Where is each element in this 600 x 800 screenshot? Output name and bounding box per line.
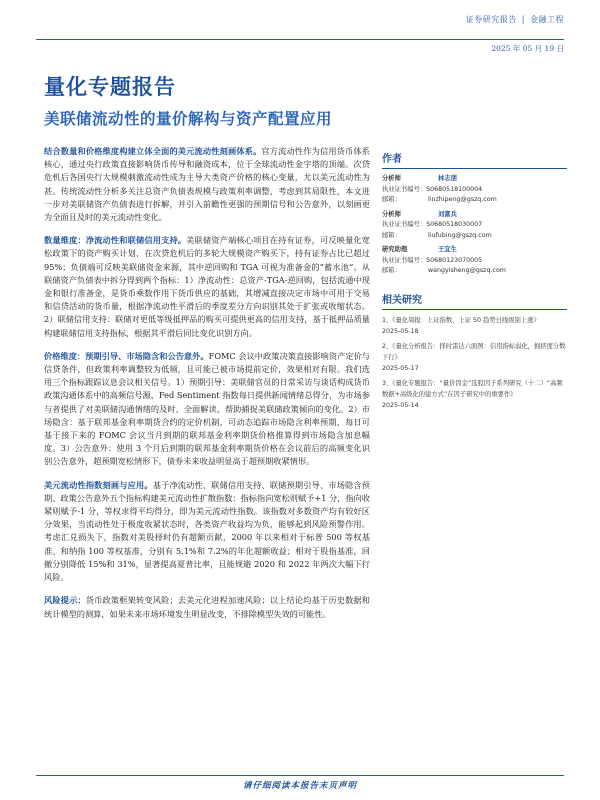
author-name: 王宜生 (438, 246, 457, 253)
summary-paragraph-4 (44, 479, 370, 585)
email-label: 邮箱： (382, 196, 401, 203)
report-type: 证券研究报告 (465, 15, 517, 24)
summary-paragraph-3 (44, 350, 370, 469)
paragraph-body: 美联储资产端核心项目在持有证券，可反映量化宽松政策下的资产购买计划，在次贷危机后的多轮大规模资产购买下，持有证券占比已超过 95%；负债端可反映美联储资金来源，其中逆回购和 TGA 可视为准备金的“蓄水池”。从联储资产负债表中拆分得到两个指标：1）净流动性：总资产-TGA-逆回购，包括流通中现金和银行准备金，是货币乘数作用下货币供应的基础，其增减直接决定市场中可用于交易和信贷活动的货币量，根据净流动性平滑后的季度差分方向识别其处于扩张或收缩状态。2）联储信用支持：联储对更低等级抵押品的购买可提供更高的信用支持，基于抵押品质量构建联储信用支持指标，根据其平滑后同比变化识别方向。 (44, 235, 370, 338)
author-email[interactable]: linzhipeng@gszq.com (428, 196, 497, 203)
paragraph-body: 货币政策框架转变风险；去美元化进程加速风险；以上结论均基于历史数据和统计模型的测算，如果未来市场环境发生明显改变，不排除模型失效的可能性。 (44, 595, 370, 619)
author-name: 林志朋 (438, 175, 457, 182)
email-label: 邮箱： (382, 231, 401, 239)
related-item[interactable] (382, 341, 567, 374)
author-email[interactable]: wangyisheng@gszq.com (428, 267, 506, 274)
author-entry (382, 174, 567, 206)
related-item-date: 2025-05-18 (382, 327, 419, 335)
email-label: 邮箱： (382, 267, 401, 274)
cert-label: 执业证书编号： (382, 185, 427, 193)
related-item[interactable] (382, 378, 567, 411)
related-item-date: 2025-05-14 (382, 401, 419, 409)
related-heading: 相关研究 (382, 291, 567, 310)
author-name: 刘富兵 (438, 210, 457, 218)
summary-column (44, 145, 370, 631)
paragraph-body: 基于净流动性、联储信用支持、联储预期引导、市场隐含预期、政策公告意外五个指标构建美元流动性扩散指数：指标指向宽松则赋予+1 分，指向收紧则赋予-1 分，等权求得平均得分，即为美元流动性指数。该指数对多数资产均有较好区分效果，当流动性处于极度收紧状态时，各类资产收益均为负，能够起到风险预警作用。考虑汇兑损失下，指数对美股择时仍有超额贡献，2000 年以来相对于标普 500 等权基准、和纳指 100 等权基准，分别有 5.1%和 7.2%的年化超额收益；相对于股指基准，回撤分别降低 15%和 31%，显著提高夏普比率，且能规避 2020 和 2022 年两次大幅下行风险。 (44, 479, 370, 583)
paragraph-body: 官方流动性作为信用货币体系核心，通过央行政策直接影响货币传导和融资成本，位于全球流动性金字塔的顶端。次贷危机后各国央行大规模刺激流动性成为主导大类资产价格的核心变量，尤以美元流动性为甚。传统流动性分析多关注总资产负债表规模与政策利率调整，考虑到其局限性，本文进一步对美联储资产负债表进行拆解，并引入前瞻性更强的预期信号和公告意外，以刻画更为全面且及时的美元流动性变化。 (44, 146, 370, 223)
summary-paragraph-1 (44, 145, 370, 224)
cert-number: S0680518100004 (426, 185, 483, 193)
cert-label: 执业证书编号： (382, 221, 427, 228)
author-entry (382, 210, 567, 242)
related-item-date: 2025-05-17 (382, 364, 419, 372)
cert-label: 执业证书编号： (382, 256, 427, 264)
paragraph-lead: 数量维度：净流动性和联储信用支持。 (44, 235, 187, 246)
related-research (382, 291, 567, 411)
paragraph-body: FOMC 会议中政策决策直接影响资产定价与信贷条件，但政策利率调整较为低频，且可能已被市场提前定价，效果相对有限。我们选用三个指标跟踪议息会议相关信号。1）预期引导：美联储官员的日常采访与谈话构成货币政策沟通体系中的高频信号源，Fed Sentiment 指数每日提供新闻情绪总得分，为市场参与者提供了对美联储沟通情绪的及时、全面解读，帮助捕捉美联储政策倾向的变化。2）市场隐含：基于联邦基金利率期货合约的定价机制，可动态追踪市场隐含利率预期，每日可基于接下来的 FOMC 会议当月到期的联邦基金利率期货价格推算得到市场隐含加息幅度。3）公告意外：使用 3 个月后到期的联邦基金利率期货价格在会议前后的高频变化识别公告意外，超预期宽松情形下，债券未来收益明显高于超预期收紧情形。 (44, 350, 370, 467)
header-divider (36, 39, 564, 40)
related-item[interactable] (382, 315, 567, 337)
related-item-title: 2、《量化分析报告：择时雷达六面图：信用指标弱化，拥挤度分数下行》 (382, 342, 566, 361)
report-category: 金融工程 (530, 15, 564, 24)
authors-heading: 作者 (382, 150, 567, 169)
summary-paragraph-2 (44, 234, 370, 340)
author-role: 研究助理 (382, 246, 408, 253)
paragraph-lead: 风险提示： (44, 595, 86, 606)
related-list (382, 315, 567, 411)
author-email[interactable]: liufubing@gszq.com (428, 231, 492, 239)
risk-warning-paragraph (44, 594, 370, 620)
author-role: 分析师 (382, 210, 401, 218)
cert-number: S0680123070005 (426, 256, 483, 264)
paragraph-lead: 价格维度：预期引导、市场隐含和公告意外。 (44, 350, 209, 361)
footer-divider (36, 775, 564, 776)
sidebar (382, 150, 567, 415)
related-item-title: 3、《量化专题报告：“量价因金”选股因子系列研究（十二）“高频数据+高级化的建方式”在因子研究中的重要作》 (382, 379, 563, 398)
header (466, 14, 564, 25)
authors-list (382, 174, 567, 277)
cert-number: S0680518030007 (426, 221, 483, 228)
report-date: 2025 年 05 月 19 日 (491, 44, 564, 53)
page-title: 量化专题报告 (44, 75, 176, 99)
paragraph-lead: 美元流动性指数刻画与应用。 (44, 479, 153, 490)
page-subtitle: 美联储流动性的量价解构与资产配置应用 (44, 110, 333, 128)
author-entry (382, 245, 567, 277)
paragraph-lead: 结合数量和价格维度构建立体全面的美元流动性刻画体系。 (44, 146, 262, 156)
related-item-title: 1、《量化周报：上证指数、上证 50 趋势日线级别上涨》 (382, 316, 540, 324)
author-role: 分析师 (382, 175, 401, 182)
footer-disclaimer: 请仔细阅读本报告末页声明 (242, 781, 357, 791)
header-labels: 证券研究报告 | 金融工程 (465, 15, 564, 24)
